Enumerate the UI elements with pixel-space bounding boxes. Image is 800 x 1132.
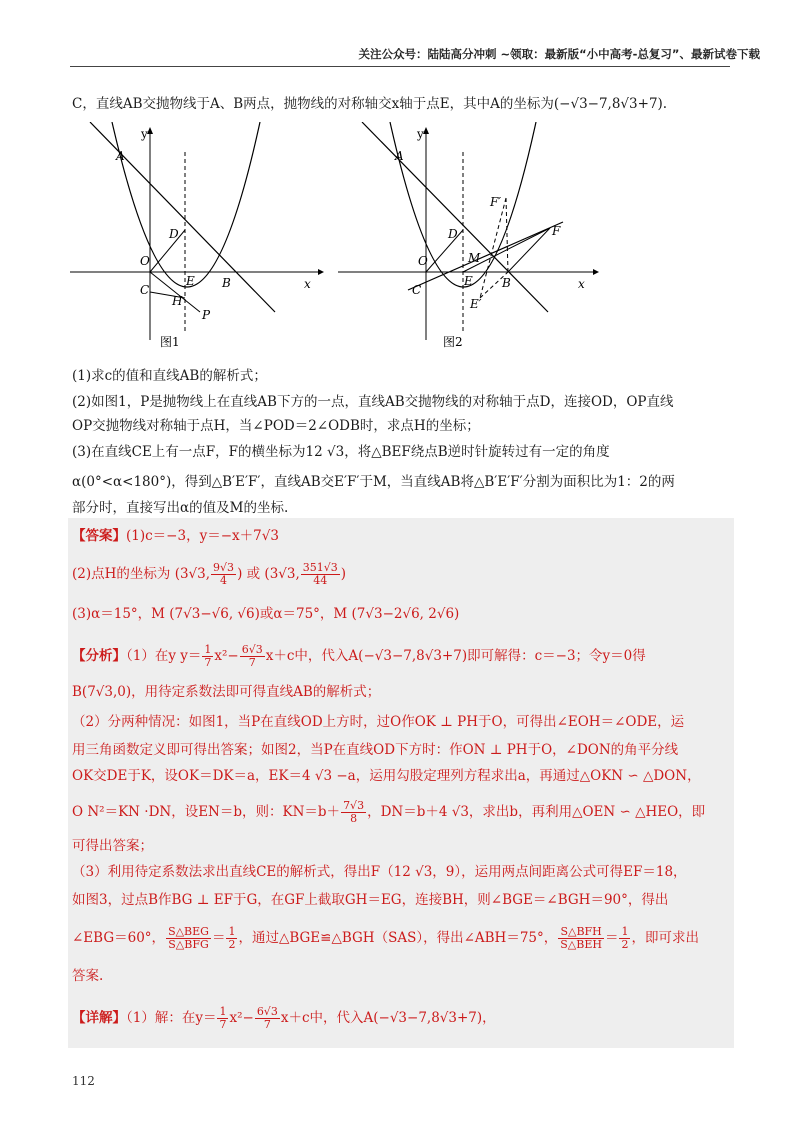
fig2-label-b: B	[502, 276, 511, 290]
answer-3: (3)α＝15°，M (7√3−√6, √6)或α＝75°，M (7√3−2√6, 2√6)	[72, 606, 460, 622]
line-ab	[362, 122, 548, 312]
analysis-line-7: 可得出答案；	[72, 838, 153, 854]
x-axis-arrow	[593, 269, 599, 275]
fig2-label-f-prime: F′	[490, 195, 502, 209]
analysis-1a: （1）在y y＝	[126, 648, 202, 664]
analysis-line-3: （2）分两种情况：如图1，当P在直线OD上方时，过O作OK ⊥ PH于O，可得出∠EOH＝∠ODE，运	[72, 714, 685, 730]
detail-c: x＋c中，代入A(−√3−7,8√3+7)，	[280, 1010, 496, 1026]
analysis-1-frac-2: $\frac{6√3}{7}$	[241, 643, 263, 669]
detail-line-1	[72, 1006, 740, 1031]
fig2-label-f: F	[552, 224, 561, 238]
header-divider	[70, 66, 730, 67]
fig2-label-m: M	[468, 251, 481, 265]
fig1-label-d: D	[169, 227, 179, 241]
detail-label: 【详解】	[72, 1010, 126, 1026]
analysis-10-frac-2: $\frac{1}{2}$	[228, 925, 236, 951]
figure-1	[70, 122, 325, 352]
answer-2-point-2-x: (3√3,	[264, 566, 300, 582]
question-3-line-3: 部分时，直接写出α的值及M的坐标.	[72, 500, 289, 516]
analysis-6b: ，DN＝b＋4 √3，求出b，再利用△OEN ∽ △HEO，即	[367, 804, 706, 820]
segment-bf-prime	[506, 198, 508, 272]
segment-bf	[508, 228, 550, 272]
answer-1: (1)c＝−3，y＝−x＋7√3	[126, 528, 279, 544]
analysis-10-frac-4: $\frac{1}{2}$	[621, 925, 629, 951]
page-header: 关注公众号：陆陆高分冲刺 ~领取：最新版“小中高考-总复习”、最新试卷下载	[358, 47, 760, 61]
fig2-label-o: O	[418, 254, 428, 268]
fig1-label-y: y	[141, 127, 148, 141]
analysis-line-11: 答案.	[72, 968, 104, 984]
question-3-line-2: α(0°<α<180°)，得到△B′E′F′，直线AB交E′F′于M，当直线AB将△B′E′F′分割为面积比为1：2的两	[72, 474, 675, 490]
figure-2	[338, 122, 603, 352]
y-axis-arrow	[423, 127, 429, 134]
analysis-10a: ∠EBG＝60°，	[72, 930, 166, 946]
analysis-10b: ＝	[211, 930, 226, 946]
fig2-label-c: C	[412, 283, 422, 297]
fig1-label-b: B	[222, 276, 231, 290]
answer-2-or: 或	[246, 566, 261, 582]
analysis-line-8: （3）利用待定系数法求出直线CE的解析式，得出F（12 √3，9），运用两点间距离公式可得EF＝18，	[72, 864, 687, 880]
fig2-label-e-prime: E′	[470, 297, 482, 311]
analysis-6a: O N²＝KN ·DN，设EN＝b，则：KN＝b＋	[72, 804, 341, 820]
analysis-10c: ，通过△BGE≌△BGH（SAS），得出∠ABH＝75°，	[238, 930, 558, 946]
fig1-label-h: H	[172, 294, 183, 308]
answer-line-2: (2)点H的坐标为 (3√3, $\frac{9√3}{4}$ ) 或 (3√3, $\frac{351√3}{44}$ )	[72, 561, 347, 587]
segment-od	[150, 230, 185, 272]
fig2-label-a: A	[395, 149, 404, 163]
intro-line: C，直线AB交抛物线于A、B两点，抛物线的对称轴交x轴于点E，其中A的坐标为(−√3−7,8√3+7).	[72, 96, 668, 112]
analysis-1c: x＋c中，代入A(−√3−7,8√3+7)即可解得：c＝−3；令y＝0得	[265, 648, 646, 664]
analysis-line-1	[72, 644, 740, 669]
parabola	[112, 122, 260, 287]
fig1-label-x: x	[304, 277, 311, 291]
fig2-label-d: D	[448, 227, 458, 241]
analysis-10-frac-3: $\frac{\text{S△BFH}}{\text{S△BEH}}$	[560, 925, 602, 951]
analysis-label: 【分析】	[72, 648, 126, 664]
analysis-1b: x²−	[214, 648, 239, 664]
detail-a: （1）解：在y＝	[126, 1010, 217, 1026]
fig2-caption: 图2	[443, 335, 463, 349]
detail-frac-2: $\frac{6√3}{7}$	[256, 1005, 278, 1031]
fig1-label-a: A	[116, 149, 125, 163]
fig2-label-x: x	[578, 277, 585, 291]
analysis-10-frac-1: $\frac{\text{S△BEG}}{\text{S△BFG}}$	[168, 925, 209, 951]
question-1: (1)求c的值和直线AB的解析式；	[72, 368, 267, 384]
question-3-line-1: (3)在直线CE上有一点F，F的横坐标为12 √3，将△BEF绕点B逆时针旋转过有一定的角度	[72, 444, 610, 460]
page-number: 112	[72, 1074, 95, 1088]
fig1-label-c: C	[140, 283, 150, 297]
fig1-label-o: O	[140, 254, 150, 268]
analysis-line-9: 如图3，过点B作BG ⊥ EF于G，在GF上截取GH＝EG，连接BH，则∠BGE＝∠BGH＝90°，得出	[72, 892, 669, 908]
detail-b: x²−	[229, 1010, 254, 1026]
fig2-label-e: E	[464, 274, 473, 288]
fig1-caption: 图1	[160, 335, 180, 349]
answer-2-prefix: (2)点H的坐标为	[72, 566, 171, 582]
answer-2-point-1-y: $\frac{9√3}{4}$	[213, 561, 235, 587]
analysis-10e: ，即可求出	[631, 930, 699, 946]
answer-label: 【答案】	[72, 528, 126, 544]
analysis-line-5: OK交DE于K，设OK＝DK＝a，EK＝4 √3 −a，运用勾股定理列方程求出a，再通过△OKN ∽ △DON，	[72, 768, 701, 784]
fig2-label-y: y	[417, 127, 424, 141]
y-axis-arrow	[147, 127, 153, 134]
question-2-line-1: (2)如图1，P是抛物线上在直线AB下方的一点，直线AB交抛物线的对称轴于点D，连接OD，OP直线	[72, 394, 674, 410]
analysis-10d: ＝	[604, 930, 619, 946]
analysis-line-2: B(7√3,0)，用待定系数法即可得直线AB的解析式；	[72, 684, 381, 700]
analysis-line-6	[72, 800, 740, 825]
analysis-1-frac-1: $\frac{1}{7}$	[204, 643, 212, 669]
answer-2-point-1-x: (3√3,	[174, 566, 211, 582]
analysis-line-4: 用三角函数定义即可得出答案；如图2，当P在直线OD下方时：作ON ⊥ PH于O，∠DON的角平分线	[72, 742, 679, 758]
analysis-6-frac: $\frac{7√3}{8}$	[343, 799, 365, 825]
question-2-line-2: OP交抛物线对称轴于点H，当∠POD＝2∠ODB时，求点H的坐标；	[72, 418, 480, 434]
answer-2-point-2-y: $\frac{351√3}{44}$	[302, 561, 338, 587]
fig1-label-p: P	[202, 308, 211, 322]
analysis-line-10	[72, 926, 740, 951]
x-axis-arrow	[318, 269, 324, 275]
fig1-label-e: E	[186, 274, 195, 288]
answer-line-1	[72, 526, 740, 546]
detail-frac-1: $\frac{1}{7}$	[219, 1005, 227, 1031]
